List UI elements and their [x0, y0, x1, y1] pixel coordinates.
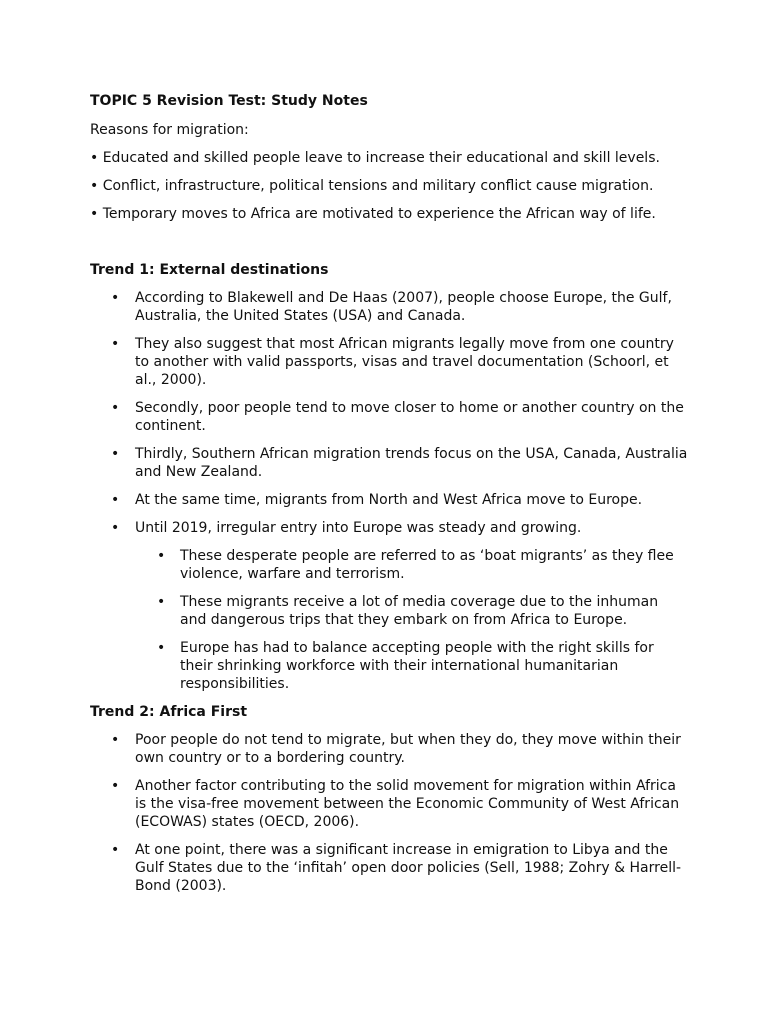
trend2-list — [90, 731, 688, 895]
reason-item: • Temporary moves to Africa are motivated to experience the African way of life. — [90, 206, 656, 222]
list-item — [90, 445, 688, 481]
bullet-icon: • — [111, 400, 120, 416]
list-item-text: At one point, there was a significant increase in emigration to Libya and the Gulf States due to the ‘infitah’ open door policies (Sell, 1988; Zohry & Harrell-Bond (2003). — [135, 842, 682, 894]
trend2-heading: Trend 2: Africa First — [90, 704, 248, 720]
trend1-sublist — [135, 547, 688, 693]
reasons-label: Reasons for migration: — [90, 122, 249, 138]
sub-list-item-text: These migrants receive a lot of media coverage due to the inhuman and dangerous trips that they embark on from Africa to Europe. — [180, 594, 659, 628]
reason-item: • Conflict, infrastructure, political tensions and military conflict cause migration. — [90, 178, 654, 194]
list-item-text: They also suggest that most African migrants legally move from one country to another with valid passports, visas and travel documentation (Schoorl, et al., 2000). — [135, 336, 674, 388]
list-item — [90, 519, 688, 693]
sub-list-item — [135, 547, 688, 583]
list-item-text: Until 2019, irregular entry into Europe was steady and growing. — [135, 520, 582, 536]
bullet-icon: • — [157, 594, 166, 610]
sub-list-item-text: These desperate people are referred to as ‘boat migrants’ as they flee violence, warfare and terrorism. — [180, 548, 674, 582]
list-item — [90, 335, 688, 389]
list-item — [90, 491, 688, 509]
bullet-icon: • — [157, 640, 166, 656]
bullet-icon: • — [111, 336, 120, 352]
reason-item: • Educated and skilled people leave to increase their educational and skill levels. — [90, 150, 660, 166]
list-item-text: Thirdly, Southern African migration trends focus on the USA, Canada, Australia and New Zealand. — [135, 446, 688, 480]
list-item — [90, 289, 688, 325]
list-item — [90, 777, 688, 831]
list-item-text: Secondly, poor people tend to move closer to home or another country on the continent. — [135, 400, 684, 434]
list-item — [90, 731, 688, 767]
sub-list-item — [135, 593, 688, 629]
list-item — [90, 841, 688, 895]
sub-list-item — [135, 639, 688, 693]
list-item-text: According to Blakewell and De Haas (2007), people choose Europe, the Gulf, Australia, the United States (USA) and Canada. — [135, 290, 672, 324]
bullet-icon: • — [111, 520, 120, 536]
trend1-heading: Trend 1: External destinations — [90, 262, 329, 278]
list-item-text: Poor people do not tend to migrate, but when they do, they move within their own country or to a bordering country. — [135, 732, 681, 766]
document-title: TOPIC 5 Revision Test: Study Notes — [90, 93, 368, 109]
bullet-icon: • — [111, 446, 120, 462]
bullet-icon: • — [157, 548, 166, 564]
trend1-list — [90, 289, 688, 693]
list-item — [90, 399, 688, 435]
list-item-text: Another factor contributing to the solid movement for migration within Africa is the visa-free movement between the Economic Community of West African (ECOWAS) states (OECD, 2006). — [135, 778, 680, 830]
bullet-icon: • — [111, 778, 120, 794]
bullet-icon: • — [111, 732, 120, 748]
bullet-icon: • — [111, 290, 120, 306]
bullet-icon: • — [111, 492, 120, 508]
list-item-text: At the same time, migrants from North and West Africa move to Europe. — [135, 492, 643, 508]
sub-list-item-text: Europe has had to balance accepting people with the right skills for their shrinking workforce with their international humanitarian responsibilities. — [180, 640, 654, 692]
bullet-icon: • — [111, 842, 120, 858]
